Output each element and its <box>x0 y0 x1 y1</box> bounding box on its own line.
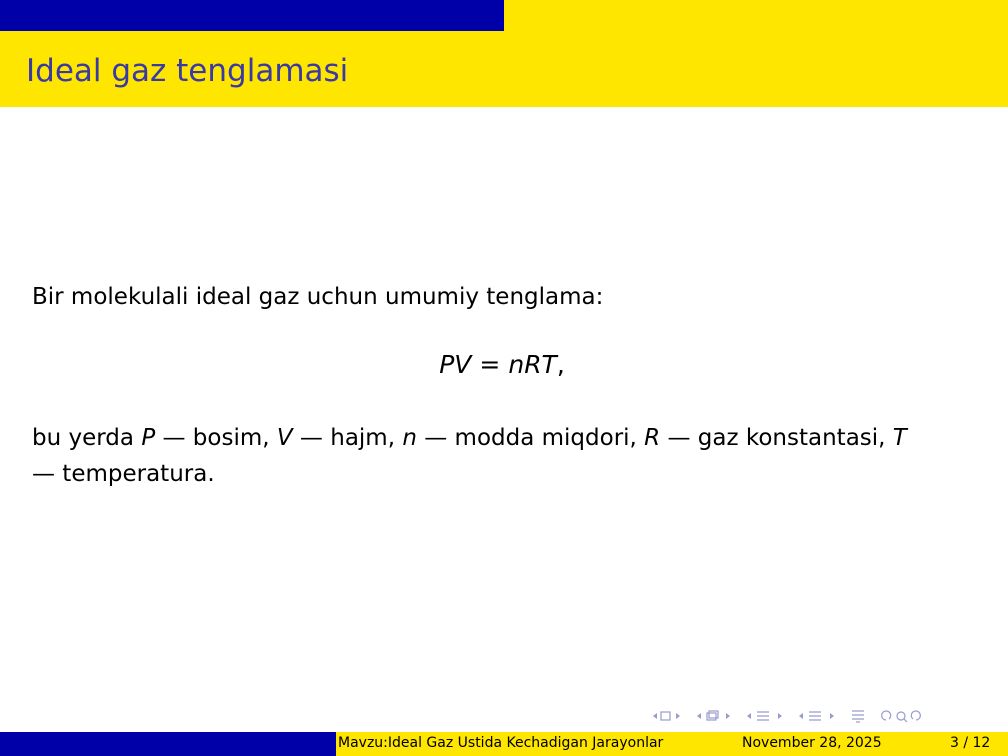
nav-section-icon[interactable] <box>798 709 836 723</box>
nav-toc-icon[interactable] <box>850 709 866 723</box>
ideal-gas-equation <box>32 350 972 379</box>
intro-text: Bir molekulali ideal gaz uchun umumiy tenglama: <box>32 284 604 310</box>
equation-operator: = <box>479 350 501 379</box>
footer-blue-block <box>0 732 336 756</box>
desc-symbol: T <box>892 425 907 451</box>
desc-text: — hajm, <box>292 425 403 451</box>
nav-subsection-icon[interactable] <box>746 709 784 723</box>
desc-symbol: V <box>276 425 293 451</box>
nav-prev-icon[interactable] <box>652 710 682 722</box>
equation-punct: , <box>556 350 565 379</box>
desc-symbol: P <box>141 425 156 451</box>
desc-text: — bosim, <box>155 425 277 451</box>
header-strip-right <box>504 0 1008 31</box>
header-strip-left <box>0 0 504 31</box>
frame-title-bar <box>0 31 1008 107</box>
desc-symbol: R <box>644 425 661 451</box>
desc-symbol: n <box>402 425 417 451</box>
nav-frame-icon[interactable] <box>696 709 732 723</box>
frame-title: Ideal gaz tenglamasi <box>26 53 349 89</box>
desc-text: — modda miqdori, <box>416 425 645 451</box>
beamer-navigation <box>652 706 930 726</box>
desc-text: — gaz konstantasi, <box>660 425 893 451</box>
variable-description <box>32 420 912 492</box>
footer-title: Mavzu:Ideal Gaz Ustida Kechadigan Jarayonlar <box>338 735 664 751</box>
equation-lhs: PV <box>439 350 472 379</box>
footer-date: November 28, 2025 <box>742 735 882 751</box>
equation-rhs: nRT <box>508 350 557 379</box>
nav-search-icon[interactable] <box>880 709 922 723</box>
desc-text: — temperatura. <box>32 461 215 487</box>
desc-prefix: bu yerda <box>32 425 142 451</box>
footer-page-number: 3 / 12 <box>950 735 991 751</box>
footer-bar <box>0 732 1008 756</box>
top-header-strip <box>0 0 1008 31</box>
